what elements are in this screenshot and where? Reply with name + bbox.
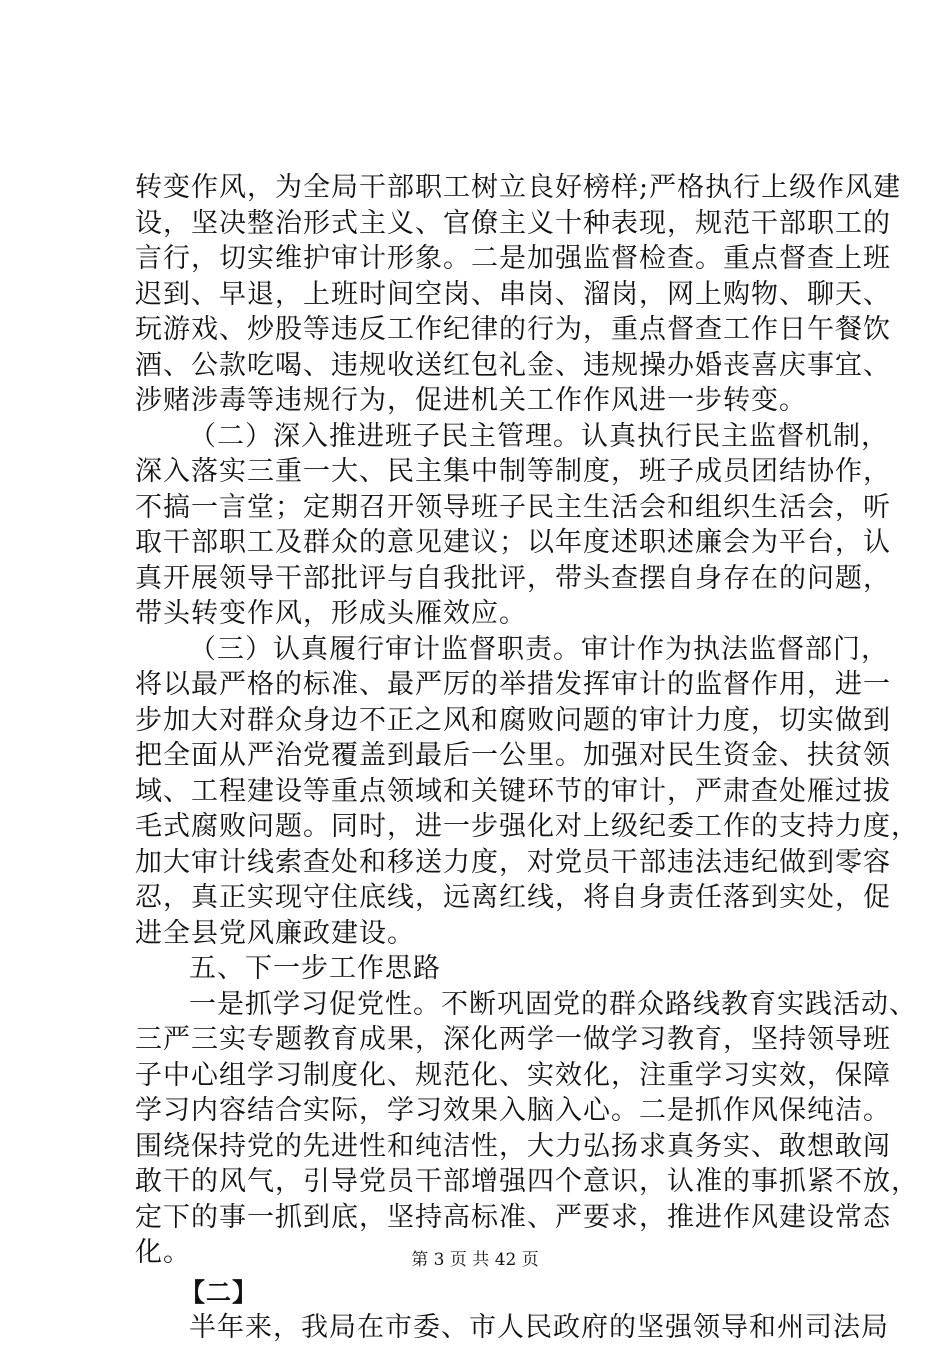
text-line: 带头转变作风，形成头雁效应。 bbox=[135, 598, 527, 629]
text-line: 深入落实三重一大、民主集中制等制度，班子成员团结协作， bbox=[135, 456, 891, 487]
page-number-footer: 第 3 页 共 42 页 bbox=[411, 1250, 539, 1270]
text-line: 玩游戏、炒股等违反工作纪律的行为，重点督查工作日午餐饮 bbox=[135, 314, 891, 345]
section-heading: 五、下一步工作思路 bbox=[189, 953, 441, 984]
text-line: 子中心组学习制度化、规范化、实效化，注重学习实效，保障 bbox=[135, 1059, 891, 1091]
text-line: 把全面从严治党覆盖到最后一公里。加强对民生资金、扶贫领 bbox=[135, 740, 891, 771]
text-line: 酒、公款吃喝、违规收送红包礼金、违规操办婚丧喜庆事宜、 bbox=[135, 349, 891, 381]
text-line: 化。 bbox=[135, 1237, 191, 1268]
paragraph-start-line: 半年来，我局在市委、市人民政府的坚强领导和州司法局 bbox=[189, 1312, 889, 1343]
text-line: 言行，切实维护审计形象。二是加强监督检查。重点督查上班 bbox=[135, 243, 891, 274]
text-line: 转变作风，为全局干部职工树立良好榜样;严格执行上级作风建 bbox=[135, 172, 902, 203]
text-line: 设，坚决整治形式主义、官僚主义十种表现，规范干部职工的 bbox=[135, 207, 891, 239]
text-line: 真开展领导干部批评与自我批评，带头查摆自身存在的问题， bbox=[135, 562, 891, 594]
text-line: 步加大对群众身边不正之风和腐败问题的审计力度，切实做到 bbox=[135, 704, 891, 736]
text-line: 忍，真正实现守住底线，远离红线，将自身责任落到实处，促 bbox=[135, 882, 891, 913]
text-line: 敢干的风气，引导党员干部增强四个意识，认准的事抓紧不放， bbox=[135, 1166, 919, 1197]
text-line: 不搞一言堂；定期召开领导班子民主生活会和组织生活会，听 bbox=[135, 491, 891, 523]
text-line: 域、工程建设等重点领域和关键环节的审计，严肃查处雁过拔 bbox=[135, 775, 891, 807]
text-line: 涉赌涉毒等违规行为，促进机关工作作风进一步转变。 bbox=[135, 385, 807, 416]
text-line: 毛式腐败问题。同时，进一步强化对上级纪委工作的支持力度， bbox=[135, 811, 919, 842]
text-line: 进全县党风廉政建设。 bbox=[135, 917, 415, 949]
part-heading: 【二】 bbox=[180, 1277, 259, 1307]
paragraph-start-line: （二）深入推进班子民主管理。认真执行民主监督机制， bbox=[189, 420, 889, 452]
paragraph-start-line: 一是抓学习促党性。不断巩固党的群众路线教育实践活动、 bbox=[189, 988, 917, 1020]
document-body bbox=[135, 170, 919, 1346]
text-line: 将以最严格的标准、最严厉的举措发挥审计的监督作用，进一 bbox=[135, 669, 891, 700]
text-line: 定下的事一抓到底，坚持高标准、严要求，推进作风建设常态 bbox=[135, 1201, 891, 1233]
paragraph-start-line: （三）认真履行审计监督职责。审计作为执法监督部门， bbox=[189, 633, 889, 665]
text-line: 取干部职工及群众的意见建议；以年度述职述廉会为平台，认 bbox=[135, 527, 891, 558]
text-line: 学习内容结合实际，学习效果入脑入心。二是抓作风保纯洁。 bbox=[135, 1095, 891, 1126]
text-line: 三严三实专题教育成果，深化两学一做学习教育，坚持领导班 bbox=[135, 1024, 891, 1055]
text-line: 加大审计线索查处和移送力度，对党员干部违法违纪做到零容 bbox=[135, 846, 891, 878]
text-line: 围绕保持党的先进性和纯洁性，大力弘扬求真务实、敢想敢闯 bbox=[135, 1130, 891, 1162]
text-line: 迟到、早退，上班时间空岗、串岗、溜岗，网上购物、聊天、 bbox=[135, 278, 891, 310]
